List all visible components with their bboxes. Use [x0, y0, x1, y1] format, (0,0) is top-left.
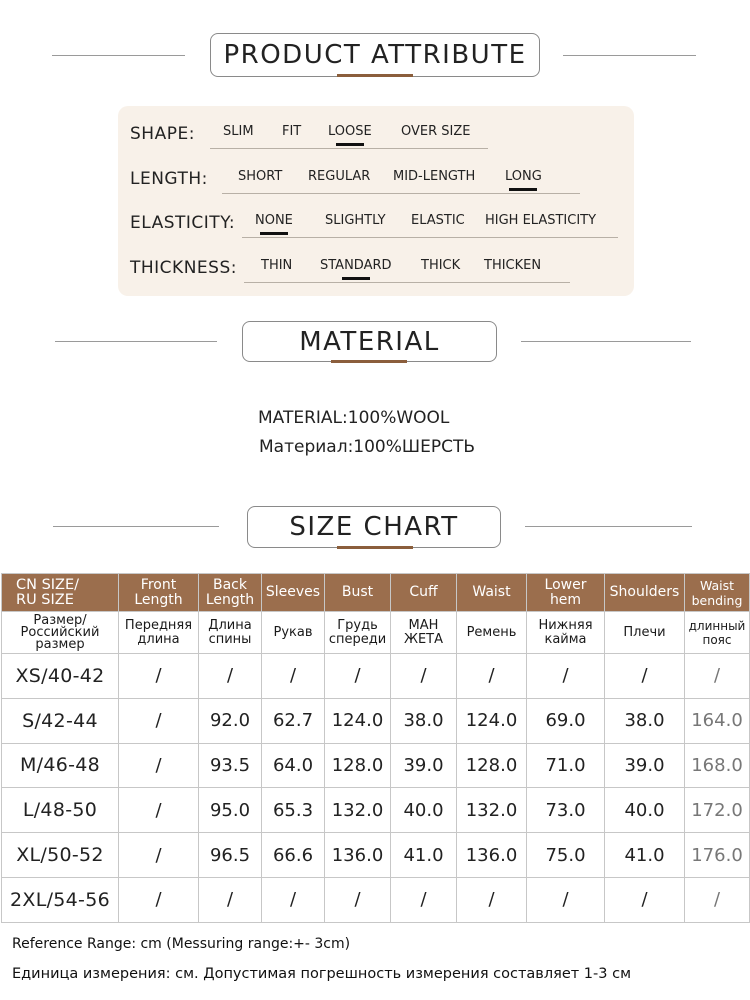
column-header-en: Front Length	[119, 574, 199, 612]
measurement-cell: /	[325, 877, 391, 922]
measurement-cell: /	[527, 877, 605, 922]
attribute-panel	[118, 106, 634, 296]
measurement-cell: /	[119, 743, 199, 788]
material-text-ru: Материал:100%ШЕРСТЬ	[259, 437, 475, 457]
attribute-divider	[210, 148, 488, 149]
attribute-option: SHORT	[238, 169, 283, 184]
attribute-option: SLIM	[223, 124, 254, 139]
column-header-ru: Нижняя кайма	[527, 612, 605, 654]
measurement-cell: 132.0	[457, 788, 527, 833]
title-accent-underline	[337, 74, 413, 77]
header-row-en	[2, 574, 750, 612]
measurement-cell: 39.0	[605, 743, 685, 788]
attribute-row-length	[118, 165, 634, 195]
measurement-cell: 176.0	[685, 833, 750, 878]
size-label-cell: S/42-44	[2, 698, 119, 743]
measurement-cell: 69.0	[527, 698, 605, 743]
size-chart-title-text: SIZE CHART	[289, 512, 459, 542]
measurement-cell: 73.0	[527, 788, 605, 833]
measurement-cell: 64.0	[262, 743, 325, 788]
title-rule-right	[525, 526, 692, 527]
product-attribute-title	[210, 33, 540, 77]
column-header-ru: Передняя длина	[119, 612, 199, 654]
reference-note-ru: Единица измерения: см. Допустимая погрешность измерения составляет 1-3 см	[12, 966, 632, 982]
measurement-cell: /	[391, 654, 457, 699]
measurement-cell: 172.0	[685, 788, 750, 833]
attribute-row-shape	[118, 120, 634, 150]
measurement-cell: 136.0	[457, 833, 527, 878]
measurement-cell: 136.0	[325, 833, 391, 878]
column-header-en: CN SIZE/ RU SIZE	[2, 574, 119, 612]
measurement-cell: 95.0	[199, 788, 262, 833]
column-header-en: Bust	[325, 574, 391, 612]
measurement-cell: 71.0	[527, 743, 605, 788]
table-row	[2, 788, 750, 833]
column-header-en: Waist bending	[685, 574, 750, 612]
title-accent-underline	[331, 360, 407, 363]
attribute-option: HIGH ELASTICITY	[485, 213, 597, 228]
size-label-cell: L/48-50	[2, 788, 119, 833]
column-header-ru: Длина спины	[199, 612, 262, 654]
measurement-cell: 132.0	[325, 788, 391, 833]
column-header-ru: Грудь спереди	[325, 612, 391, 654]
size-label-cell: M/46-48	[2, 743, 119, 788]
measurement-cell: /	[199, 877, 262, 922]
measurement-cell: /	[605, 877, 685, 922]
measurement-cell: 164.0	[685, 698, 750, 743]
attribute-option: ELASTIC	[411, 213, 465, 228]
table-row	[2, 833, 750, 878]
measurement-cell: /	[119, 833, 199, 878]
measurement-cell: 92.0	[199, 698, 262, 743]
size-label-cell: 2XL/54-56	[2, 877, 119, 922]
size-label-cell: XL/50-52	[2, 833, 119, 878]
attribute-option: OVER SIZE	[401, 124, 471, 139]
measurement-cell: /	[457, 877, 527, 922]
attribute-divider	[222, 193, 580, 194]
column-header-ru: Размер/ Российский размер	[2, 612, 119, 654]
column-header-ru: Ремень	[457, 612, 527, 654]
column-header-ru: Плечи	[605, 612, 685, 654]
attribute-option-selected: STANDARD	[320, 258, 392, 273]
title-rule-right	[521, 341, 691, 342]
measurement-cell: /	[262, 654, 325, 699]
measurement-cell: /	[119, 788, 199, 833]
measurement-cell: 128.0	[325, 743, 391, 788]
measurement-cell: /	[391, 877, 457, 922]
material-title-text: MATERIAL	[299, 326, 440, 357]
size-label-cell: XS/40-42	[2, 654, 119, 699]
title-rule-right	[563, 55, 696, 56]
measurement-cell: /	[119, 654, 199, 699]
material-title	[242, 321, 497, 362]
header-row-ru	[2, 612, 750, 654]
attribute-option: MID-LENGTH	[393, 169, 476, 184]
column-header-ru: МАН ЖЕТА	[391, 612, 457, 654]
attribute-option: THICK	[421, 258, 461, 273]
column-header-en: Back Length	[199, 574, 262, 612]
measurement-cell: /	[119, 698, 199, 743]
reference-note-en: Reference Range: cm (Messuring range:+- 3cm)	[12, 936, 351, 952]
column-header-ru: Рукав	[262, 612, 325, 654]
attribute-option-selected: NONE	[255, 213, 293, 228]
attribute-row-elasticity	[118, 209, 634, 239]
measurement-cell: 124.0	[325, 698, 391, 743]
attribute-option: FIT	[282, 124, 302, 139]
measurement-cell: /	[199, 654, 262, 699]
measurement-cell: 41.0	[391, 833, 457, 878]
title-rule-left	[55, 341, 217, 342]
table-row	[2, 654, 750, 699]
measurement-cell: 62.7	[262, 698, 325, 743]
attribute-option-selected: LONG	[505, 169, 542, 184]
measurement-cell: /	[685, 877, 750, 922]
size-chart-table	[1, 573, 750, 923]
table-row	[2, 698, 750, 743]
attribute-label: ELASTICITY:	[130, 213, 236, 233]
attribute-option: THIN	[261, 258, 293, 273]
size-table-body	[2, 654, 750, 923]
column-header-en: Lower hem	[527, 574, 605, 612]
attribute-label: LENGTH:	[130, 169, 208, 189]
attribute-label: THICKNESS:	[130, 258, 237, 278]
column-header-ru: длинный пояс	[685, 612, 750, 654]
column-header-en: Sleeves	[262, 574, 325, 612]
measurement-cell: 41.0	[605, 833, 685, 878]
material-text-en: MATERIAL:100%WOOL	[258, 408, 450, 428]
size-chart-title	[247, 506, 501, 548]
measurement-cell: 38.0	[391, 698, 457, 743]
product-attribute-title-text: PRODUCT ATTRIBUTE	[223, 40, 527, 70]
attribute-option: THICKEN	[484, 258, 542, 273]
measurement-cell: /	[605, 654, 685, 699]
measurement-cell: 66.6	[262, 833, 325, 878]
measurement-cell: /	[527, 654, 605, 699]
measurement-cell: 39.0	[391, 743, 457, 788]
measurement-cell: /	[119, 877, 199, 922]
measurement-cell: 168.0	[685, 743, 750, 788]
measurement-cell: 96.5	[199, 833, 262, 878]
measurement-cell: /	[685, 654, 750, 699]
attribute-option: REGULAR	[308, 169, 371, 184]
measurement-cell: 128.0	[457, 743, 527, 788]
table-row	[2, 743, 750, 788]
column-header-en: Cuff	[391, 574, 457, 612]
measurement-cell: 38.0	[605, 698, 685, 743]
attribute-divider	[244, 282, 570, 283]
column-header-en: Waist	[457, 574, 527, 612]
measurement-cell: /	[262, 877, 325, 922]
measurement-cell: 75.0	[527, 833, 605, 878]
measurement-cell: 93.5	[199, 743, 262, 788]
title-rule-left	[53, 526, 219, 527]
attribute-label: SHAPE:	[130, 124, 195, 144]
column-header-en: Shoulders	[605, 574, 685, 612]
measurement-cell: /	[457, 654, 527, 699]
table-row	[2, 877, 750, 922]
title-rule-left	[52, 55, 185, 56]
title-accent-underline	[337, 546, 413, 549]
measurement-cell: 40.0	[605, 788, 685, 833]
measurement-cell: 40.0	[391, 788, 457, 833]
attribute-option-selected: LOOSE	[328, 124, 372, 139]
measurement-cell: 124.0	[457, 698, 527, 743]
attribute-option: SLIGHTLY	[325, 213, 386, 228]
measurement-cell: 65.3	[262, 788, 325, 833]
attribute-row-thickness	[118, 254, 634, 284]
measurement-cell: /	[325, 654, 391, 699]
attribute-divider	[242, 237, 618, 238]
